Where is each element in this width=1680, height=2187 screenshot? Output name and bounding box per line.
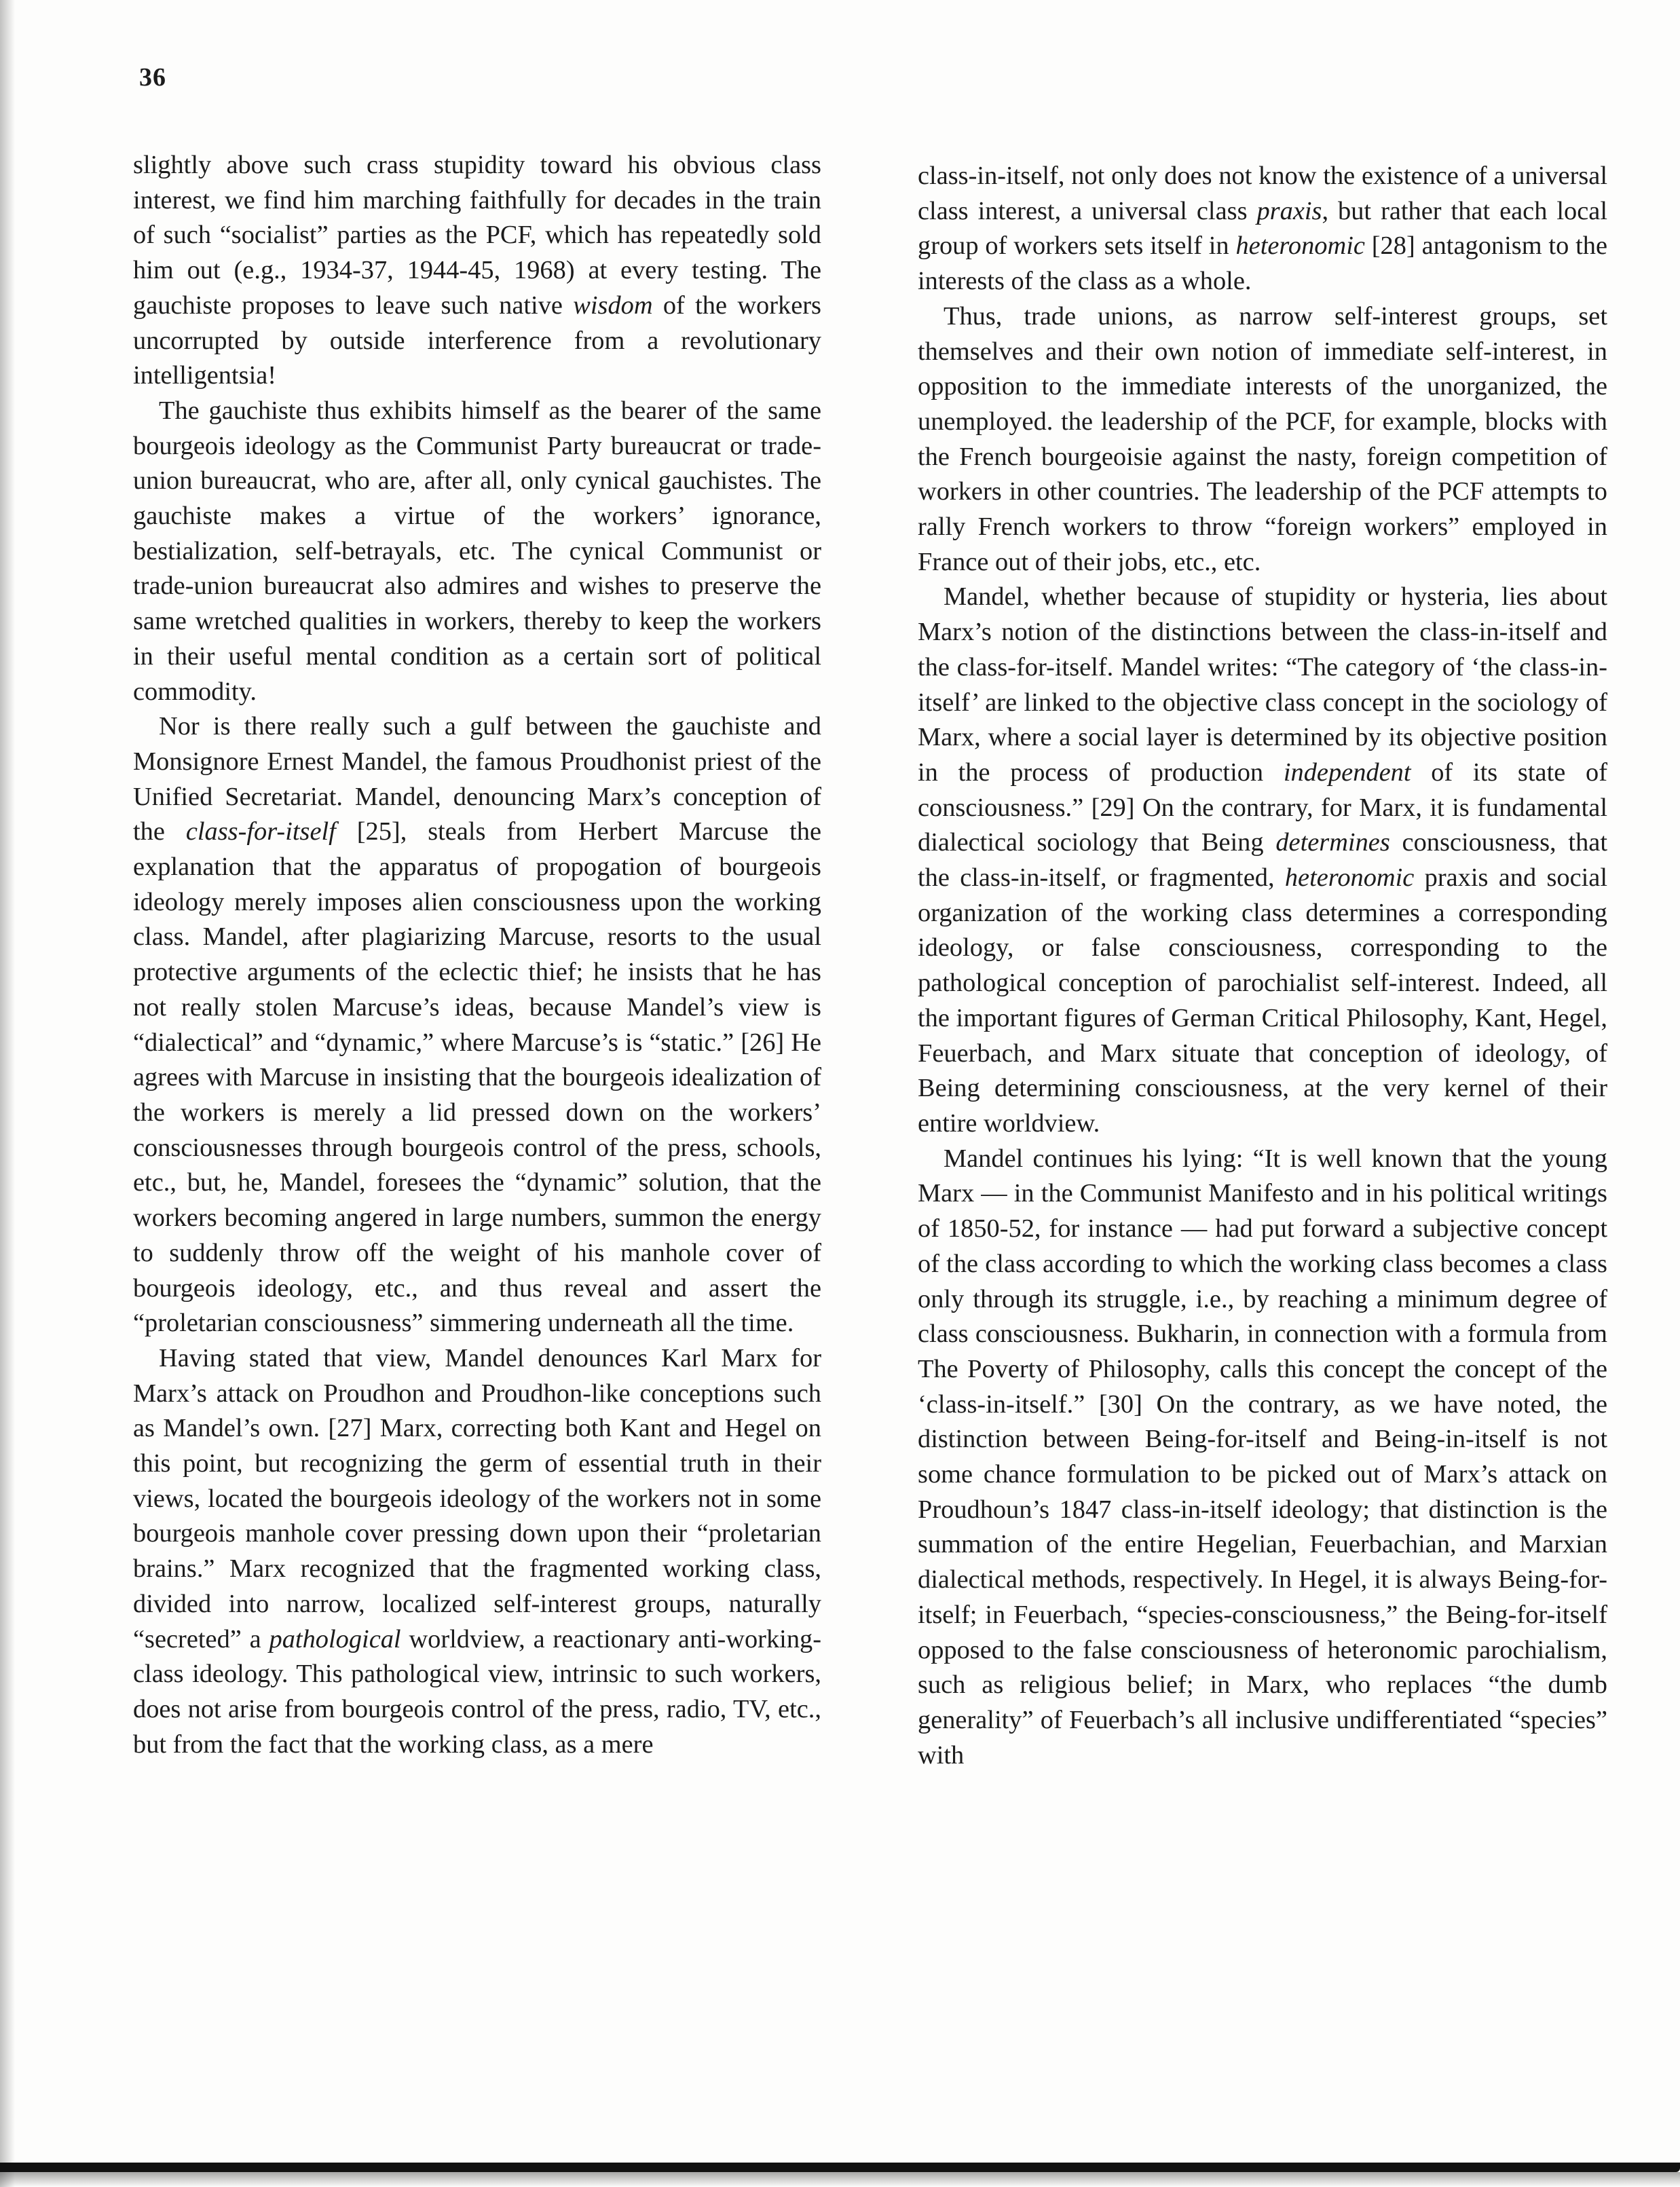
text-run: worldview, a reactionary anti-working-class ideology. This pathological view, intrinsic to such workers, does not arise from bourgeois control of the press, radio, TV, etc., but from the fact that the working class, as a mere (133, 1624, 821, 1759)
text-run: Having stated that view, Mandel denounces Karl Marx for Marx’s attack on Proudhon and Proudhon-like conceptions such as Mandel’s own. [27] Marx, correcting both Kant and Hegel on this point, but recognizing the germ of essential truth in their views, located the bourgeois ideology of the workers not in some bourgeois manhole cover pressing down upon their “proletarian brains.” Marx recognized that the fragmented working class, divided into narrow, localized self-interest groups, naturally “secreted” a (133, 1343, 821, 1653)
text-run: , but rather that each local group of workers sets itself in (918, 196, 1607, 261)
left-text-column (133, 148, 821, 1762)
paragraph (918, 159, 1607, 299)
text-run: The gauchiste thus exhibits himself as the bearer of the same bourgeois ideology as the Communist Party bureaucrat or trade-union bureaucrat, who are, after all, only cynical gauchistes. The gauchiste makes a virtue of the workers’ ignorance, bestialization, self-betrayals, etc. The cynical Communist or trade-union bureaucrat also admires and wishes to preserve the same wretched qualities in workers, thereby to keep the workers in their useful mental condition as a certain sort of political commodity. (133, 396, 821, 706)
paragraph (133, 148, 821, 394)
text-run: Mandel continues his lying: “It is well known that the young Marx — in the Communist Manifesto and in his political writings of 1850-52, for instance — had put forward a subjective concept of the class according to which the working class becomes a class only through its struggle, i.e., by reaching a minimum degree of class consciousness. Bukharin, in connection with a formula from The Poverty of Philosophy, calls this concept the concept of the ‘class-in-itself.” [30] On the contrary, as we have noted, the distinction between Being-for-itself and Being-in-itself is not some chance formulation to be picked out of Marx’s attack on Proudhoun’s 1847 class-in-itself ideology; that distinction is the summation of the entire Hegelian, Feuerbachian, and Marxian dialectical methods, respectively. In Hegel, it is always Being-for-itself; in Feuerbach, “species-consciousness,” the Being-for-itself opposed to the false consciousness of heteronomic parochialism, such as religious belief; in Marx, who replaces “the dumb generality” of Feuerbach’s all inclusive undifferentiated “species” with (918, 1144, 1607, 1770)
text-run: Nor is there really such a gulf between the gauchiste and Monsignore Ernest Mandel, the famous Proudhonist priest of the Unified Secretariat. Mandel, denouncing Marx’s conception of the (133, 712, 821, 846)
italic-text: wisdom (573, 291, 653, 320)
paragraph (918, 580, 1607, 1141)
paragraph (133, 1341, 821, 1762)
text-run: [25], steals from Herbert Marcuse the explanation that the apparatus of propogation of bourgeois ideology merely imposes alien consciousness upon the working class. Mandel, after plagiarizing Marcuse, resorts to the usual protective arguments of the eclectic thief; he insists that he has not really stolen Marcuse’s ideas, because Mandel’s view is “dialectical” and “dynamic,” where Marcuse’s is “static.” [26] He agrees with Marcuse in insisting that the bourgeois idealization of the workers is merely a lid pressed down on the workers’ consciousnesses through bourgeois control of the press, schools, etc., but, he, Mandel, foresees the “dynamic” solution, that the workers becoming angered in large numbers, summon the energy to suddenly throw off the weight of his manhole cover of bourgeois ideology, etc., and thus reveal and assert the “proletarian consciousness” simmering underneath all the time. (133, 817, 822, 1338)
text-run: Mandel, whether because of stupidity or hysteria, lies about Marx’s notion of the distinctions between the class-in-itself and the class-for-itself. Mandel writes: “The category of ‘the class-in-itself’ are linked to the objective class concept in the sociology of Marx, where a social layer is determined by its objective position in the process of production (918, 582, 1607, 787)
italic-text: heteronomic (1235, 231, 1365, 261)
right-text-column (918, 159, 1607, 1773)
italic-text: pathological (269, 1624, 401, 1653)
italic-text: independent (1283, 758, 1411, 787)
text-run: of its state of consciousness.” [29] On the contrary, for Marx, it is fundamental dialectical sociology that Being (918, 758, 1607, 857)
paragraph (918, 1142, 1607, 1774)
italic-text: determines (1275, 828, 1390, 857)
italic-text: class-for-itself (185, 817, 336, 846)
page-edge-shadow (0, 0, 15, 2187)
bottom-edge-shadow (0, 2172, 1680, 2187)
text-run: of the workers uncorrupted by outside interference from a revolutionary intelligentsia! (133, 291, 821, 390)
text-run: praxis and social organization of the working class determines a corresponding ideology, or false consciousness, corresponding to the pathological conception of parochialist self-interest. Indeed, all the important figures of German Critical Philosophy, Kant, Hegel, Feuerbach, and Marx situate that conception of ideology, of Being determining consciousness, at the very kernel of their entire worldview. (918, 863, 1608, 1138)
text-run: consciousness, that the class-in-itself, or fragmented, (918, 828, 1607, 893)
text-run: slightly above such crass stupidity toward his obvious class interest, we find him marching faithfully for decades in the train of such “socialist” parties as the PCF, which has repeatedly sold him out (e.g., 1934-37, 1944-45, 1968) at every testing. The gauchiste proposes to leave such native (133, 151, 821, 320)
paragraph (133, 709, 821, 1341)
text-run: [28] antagonism to the interests of the class as a whole. (918, 231, 1608, 296)
paragraph (918, 299, 1607, 580)
italic-text: praxis (1256, 196, 1322, 225)
text-run: Thus, trade unions, as narrow self-interest groups, set themselves and their own notion of immediate self-interest, in opposition to the immediate interests of the unorganized, the unemployed. the leadership of the PCF, for example, blocks with the French bourgeoisie against the nasty, foreign competition of workers in other countries. The leadership of the PCF attempts to rally French workers to throw “foreign workers” employed in France out of their jobs, etc., etc. (918, 301, 1607, 576)
page-number: 36 (139, 63, 166, 92)
italic-text: heteronomic (1284, 863, 1415, 893)
text-run: class-in-itself, not only does not know the existence of a universal class interest, a universal class (918, 162, 1607, 225)
paragraph (133, 394, 821, 709)
bottom-border-rule (0, 2163, 1680, 2172)
